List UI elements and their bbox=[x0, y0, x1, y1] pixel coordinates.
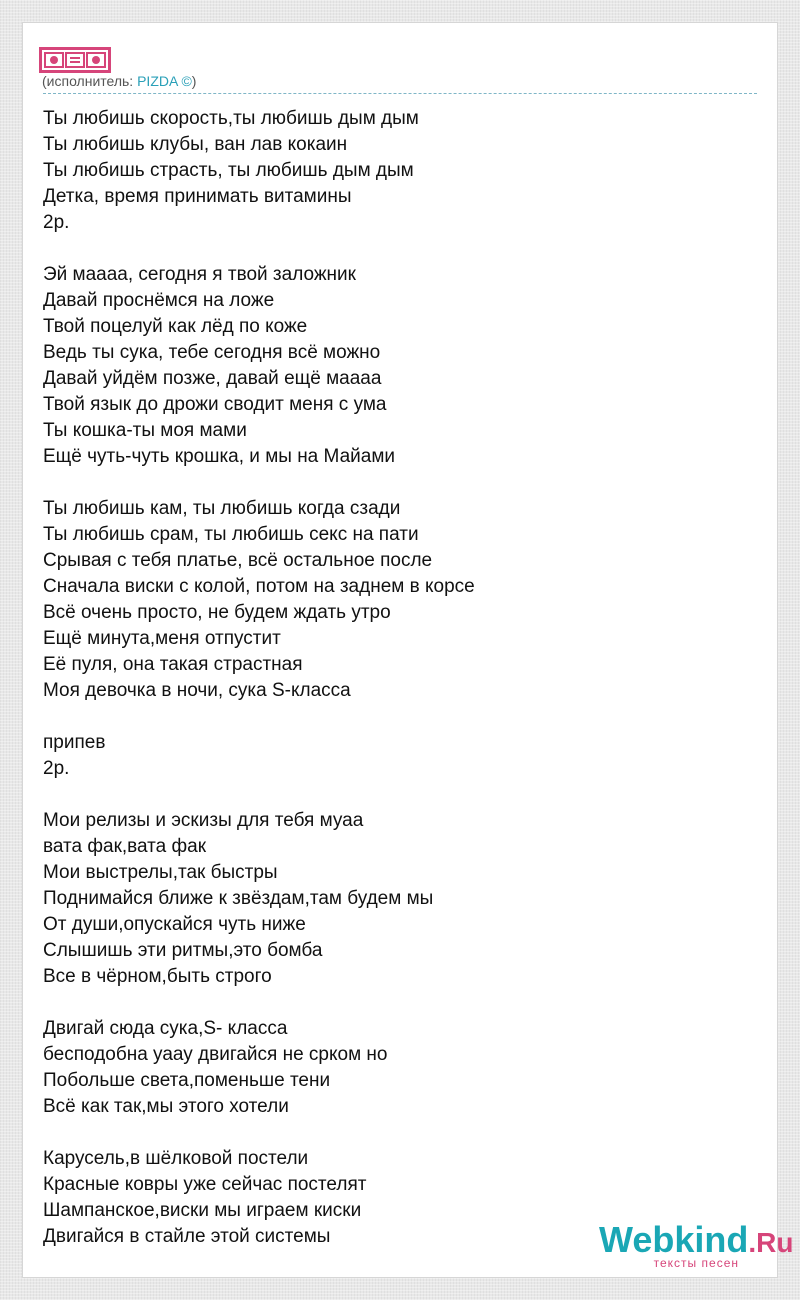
lyric-line bbox=[43, 1120, 763, 1146]
lyric-line: Всё очень просто, не будем ждать утро bbox=[43, 602, 391, 623]
lyric-line: Ты любишь клубы, ван лав кокаин bbox=[43, 134, 348, 155]
lyric-line: Ты любишь страсть, ты любишь дым дым bbox=[43, 160, 414, 181]
lyric-line: Моя девочка в ночи, сука S-класса bbox=[43, 680, 351, 701]
lyric-line: Детка, время принимать витамины bbox=[43, 186, 352, 207]
lyrics-text bbox=[43, 106, 763, 1250]
lyric-line: Ты кошка-ты моя мами bbox=[43, 420, 247, 441]
lyric-line: Ты любишь скорость,ты любишь дым дым bbox=[43, 108, 419, 129]
lyric-line: Сначала виски с колой, потом на заднем в корсе bbox=[43, 576, 475, 597]
lyric-line: вата фак,вата фак bbox=[43, 836, 207, 857]
lyric-line: Давай уйдём позже, давай ещё маааа bbox=[43, 368, 382, 389]
lyric-line: Её пуля, она такая страстная bbox=[43, 654, 303, 675]
lyric-line: припев bbox=[43, 732, 106, 753]
lyric-line: Все в чёрном,быть строго bbox=[43, 966, 272, 987]
artist-link[interactable]: PIZDA © bbox=[137, 73, 192, 89]
lyric-line bbox=[43, 782, 763, 808]
brand-tld: .Ru bbox=[748, 1227, 794, 1258]
lyric-line: Давай проснёмся на ложе bbox=[43, 290, 275, 311]
lyric-line: Слышишь эти ритмы,это бомба bbox=[43, 940, 323, 961]
lyric-line: Мои выстрелы,так быстры bbox=[43, 862, 278, 883]
cassette-logo-icon bbox=[37, 43, 113, 77]
lyric-line: Всё как так,мы этого хотели bbox=[43, 1096, 289, 1117]
lyric-line: Твой язык до дрожи сводит меня с ума bbox=[43, 394, 387, 415]
site-brand[interactable] bbox=[599, 1219, 794, 1271]
artist-suffix: ) bbox=[191, 73, 197, 89]
lyric-line: Двигай сюда сука,S- класса bbox=[43, 1018, 288, 1039]
artist-line bbox=[42, 73, 196, 89]
brand-tagline: тексты песен bbox=[653, 1256, 739, 1270]
lyrics-card bbox=[22, 22, 794, 1278]
lyric-line: От души,опускайся чуть ниже bbox=[43, 914, 306, 935]
lyric-line bbox=[43, 704, 763, 730]
brand-name: Webkind bbox=[599, 1219, 749, 1260]
lyric-line: Двигайся в стайле этой системы bbox=[43, 1226, 331, 1247]
lyric-line: Ты любишь кам, ты любишь когда сзади bbox=[43, 498, 401, 519]
lyric-line bbox=[43, 990, 763, 1016]
lyric-line bbox=[43, 470, 763, 496]
lyric-line: Поднимайся ближе к звёздам,там будем мы bbox=[43, 888, 434, 909]
lyric-line: 2р. bbox=[43, 758, 70, 779]
lyric-line bbox=[43, 236, 763, 262]
lyric-line: Побольше света,поменьше тени bbox=[43, 1070, 331, 1091]
lyric-line: Карусель,в шёлковой постели bbox=[43, 1148, 309, 1169]
lyric-line: 2р. bbox=[43, 212, 70, 233]
lyric-line: Ещё чуть-чуть крошка, и мы на Майами bbox=[43, 446, 395, 467]
lyric-line: Ещё минута,меня отпустит bbox=[43, 628, 281, 649]
lyric-line: Шампанское,виски мы играем киски bbox=[43, 1200, 362, 1221]
artist-prefix: (исполнитель: bbox=[42, 73, 138, 89]
lyric-line: Ты любишь срам, ты любишь секс на пати bbox=[43, 524, 419, 545]
lyric-line: Срывая с тебя платье, всё остальное после bbox=[43, 550, 433, 571]
lyric-line: Красные ковры уже сейчас постелят bbox=[43, 1174, 367, 1195]
lyric-line: Твой поцелуй как лёд по коже bbox=[43, 316, 308, 337]
lyric-line: Эй маааа, сегодня я твой заложник bbox=[43, 264, 356, 285]
lyric-line: Мои релизы и эскизы для тебя муаа bbox=[43, 810, 364, 831]
lyric-line: бесподобна уаау двигайся не срком но bbox=[43, 1044, 388, 1065]
header-divider bbox=[43, 93, 757, 94]
lyric-line: Ведь ты сука, тебе сегодня всё можно bbox=[43, 342, 381, 363]
